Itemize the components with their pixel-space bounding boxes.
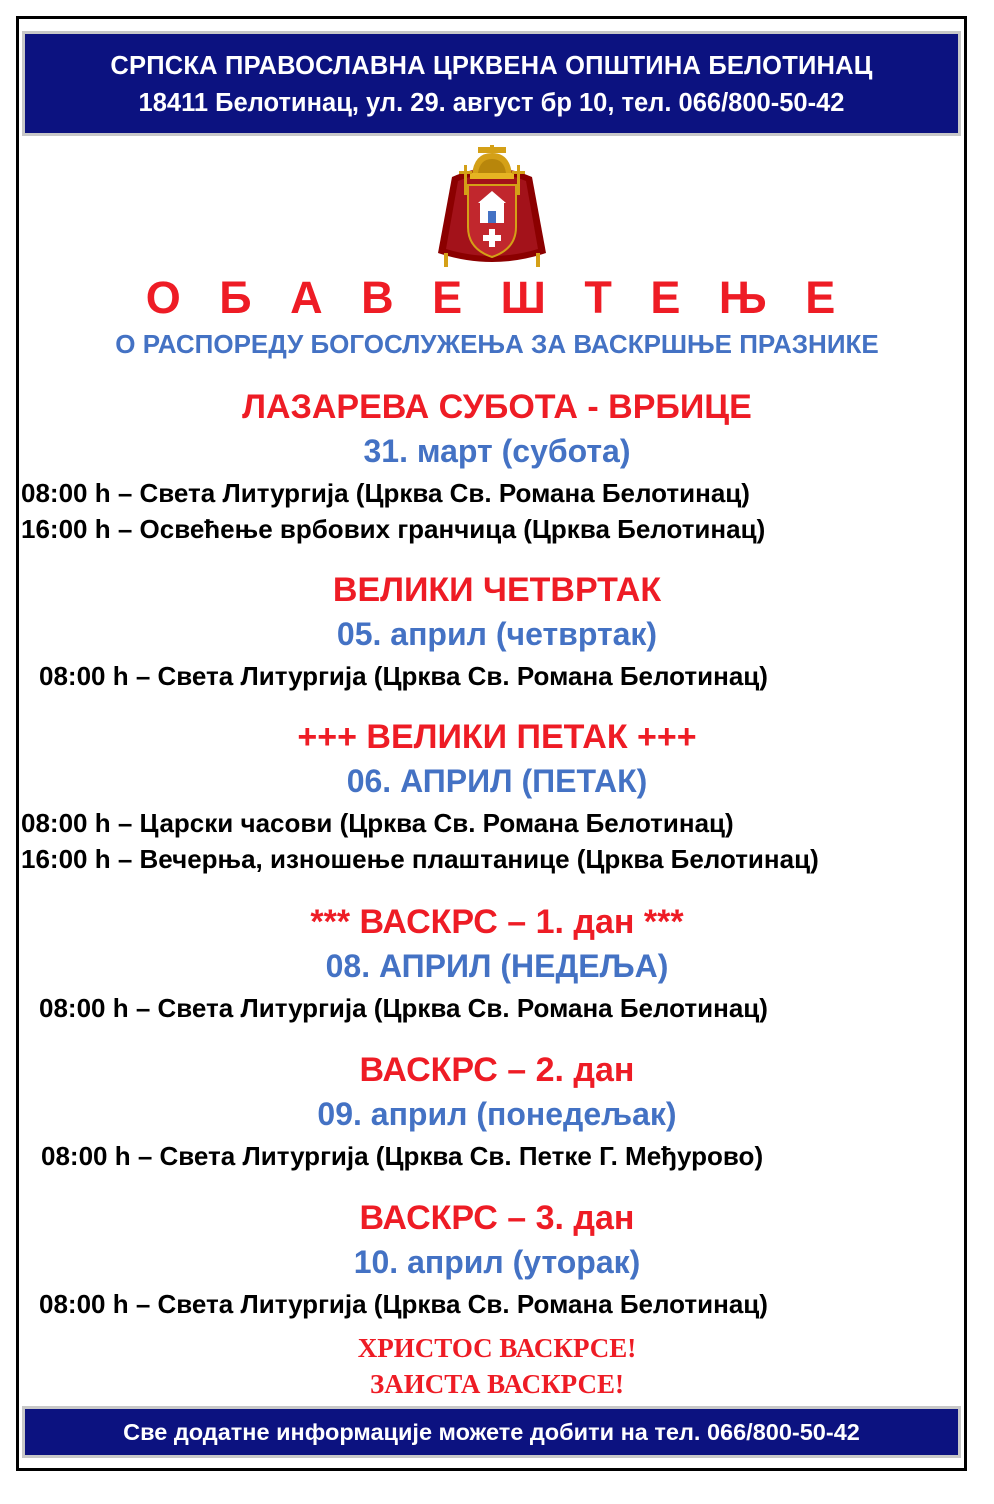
footer-banner: Све додатне информације можете добити на тел. 066/800-50-42 [22, 1406, 961, 1458]
section-heading: ЛАЗАРЕВА СУБОТА - ВРБИЦЕ [242, 388, 752, 426]
section-date: 06. АПРИЛ (ПЕТАК) [346, 763, 648, 799]
section-date: 08. АПРИЛ (НЕДЕЉА) [325, 948, 669, 984]
section-heading: ВАСКРС – 2. дан [359, 1051, 635, 1089]
event-line: 08:00 h – Света Литургија (Црква Св. Романа Белотинац) [21, 478, 750, 508]
event-line: 16:00 h – Освећење врбових гранчица (Црква Белотинац) [21, 514, 766, 544]
event-line: 08:00 h – Царски часови (Црква Св. Романа Белотинац) [21, 808, 734, 838]
easter-greeting: ХРИСТОС ВАСКРСЕ! [357, 1333, 637, 1363]
section-date: 05. април (четвртак) [336, 616, 658, 652]
event-line: 08:00 h – Света Литургија (Црква Св. Петке Г. Међурово) [41, 1141, 764, 1171]
event-line: 08:00 h – Света Литургија (Црква Св. Романа Белотинац) [39, 993, 768, 1023]
section-date: 31. март (субота) [363, 433, 631, 469]
event-line: 16:00 h – Вечерња, изношење плаштанице (Црква Белотинац) [21, 844, 819, 874]
section-heading: ВАСКРС – 3. дан [359, 1199, 635, 1237]
notice-title: О Б А В Е Ш Т Е Њ Е [145, 272, 849, 323]
section-date: 10. април (уторак) [353, 1244, 641, 1280]
parish-name: СРПСКА ПРАВОСЛАВНА ЦРКВЕНА ОПШТИНА БЕЛОТИНАЦ [110, 52, 873, 80]
serbian-church-coat-of-arms-icon [434, 145, 550, 273]
easter-response: ЗАИСТА ВАСКРСЕ! [369, 1369, 625, 1399]
section-date: 09. април (понедељак) [317, 1096, 677, 1132]
event-line: 08:00 h – Света Литургија (Црква Св. Романа Белотинац) [39, 661, 768, 691]
header-banner [22, 31, 961, 136]
section-heading: *** ВАСКРС – 1. дан *** [310, 903, 684, 941]
section-heading: ВЕЛИКИ ЧЕТВРТАК [332, 571, 662, 609]
section-heading: +++ ВЕЛИКИ ПЕТАК +++ [297, 718, 697, 756]
notice-subtitle: О РАСПОРЕДУ БОГОСЛУЖЕЊА ЗА ВАСКРШЊЕ ПРАЗНИКЕ [115, 329, 879, 359]
event-line: 08:00 h – Света Литургија (Црква Св. Романа Белотинац) [39, 1289, 768, 1319]
parish-address: 18411 Белотинац, ул. 29. август бр 10, тел. 066/800-50-42 [138, 89, 845, 117]
